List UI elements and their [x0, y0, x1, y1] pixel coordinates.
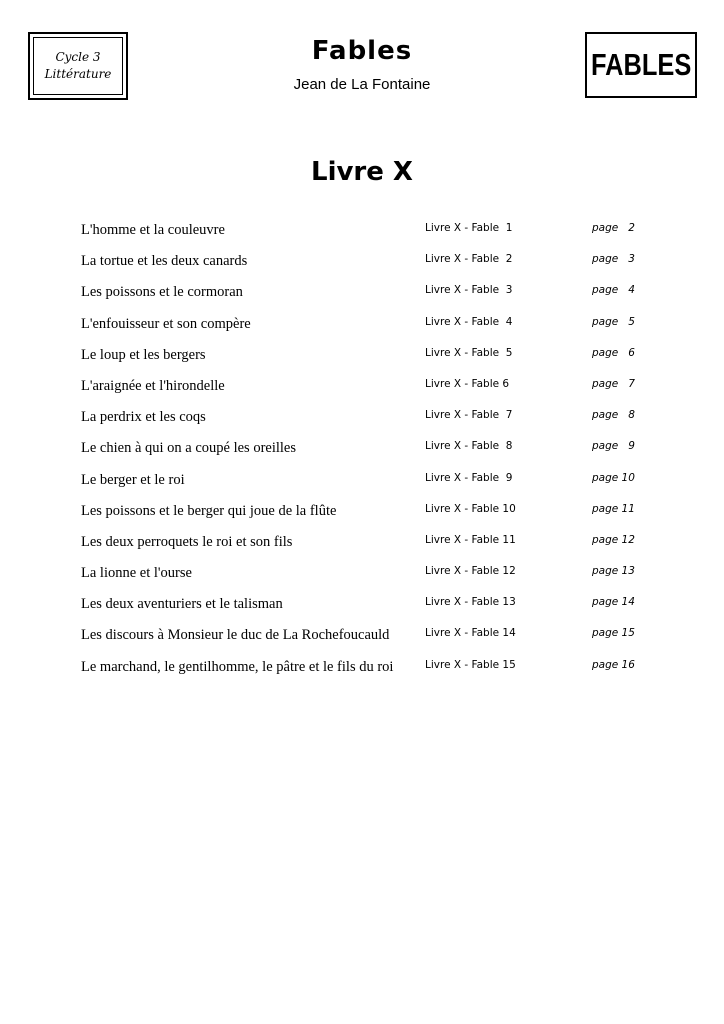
book-title: Livre X [311, 157, 413, 187]
toc-row [81, 596, 641, 627]
toc-row [81, 316, 641, 347]
page-number: page 13 [592, 565, 635, 578]
fable-title: Le loup et les bergers [81, 346, 206, 363]
fable-title: L'enfouisseur et son compère [81, 315, 251, 332]
fables-badge [585, 32, 697, 98]
toc-row [81, 659, 641, 690]
fables-badge-label: FABLES [590, 47, 692, 82]
fable-title: Le marchand, le gentilhomme, le pâtre et le fils du roi [81, 658, 394, 675]
toc-row [81, 472, 641, 503]
fable-title: L'homme et la couleuvre [81, 222, 225, 238]
fable-title: Les discours à Monsieur le duc de La Rochefoucauld [81, 627, 390, 644]
fable-reference: Livre X - Fable 15 [425, 658, 516, 671]
toc-row [81, 565, 641, 596]
fable-reference: Livre X - Fable 1 [425, 222, 513, 234]
fable-reference: Livre X - Fable 3 [425, 284, 513, 297]
fable-reference: Livre X - Fable 8 [425, 440, 513, 453]
fable-title: Le berger et le roi [81, 471, 185, 488]
page-number: page 4 [592, 284, 635, 297]
page-number: page 10 [592, 471, 635, 484]
page-number: page 11 [592, 502, 635, 515]
toc-row [81, 503, 641, 534]
fable-title: Les deux aventuriers et le talisman [81, 596, 283, 613]
page-number: page 9 [592, 440, 635, 453]
toc-row [81, 253, 641, 284]
toc-row [81, 440, 641, 471]
page-number: page 12 [592, 533, 635, 546]
fable-reference: Livre X - Fable 10 [425, 502, 516, 515]
page-number: page 8 [592, 409, 635, 422]
fable-reference: Livre X - Fable 7 [425, 409, 513, 422]
fable-title: Le chien à qui on a coupé les oreilles [81, 440, 297, 457]
fable-reference: Livre X - Fable 14 [425, 627, 516, 640]
fable-title: Les poissons et le cormoran [81, 284, 243, 301]
fable-title: L'araignée et l'hirondelle [81, 377, 225, 394]
toc-row [81, 534, 641, 565]
fable-reference: Livre X - Fable 2 [425, 253, 513, 266]
toc-row [81, 347, 641, 378]
fable-reference: Livre X - Fable 9 [425, 471, 513, 484]
page-number: page 2 [592, 222, 635, 234]
page-number: page 6 [592, 346, 635, 359]
fable-title: La lionne et l'ourse [81, 565, 192, 582]
fable-reference: Livre X - Fable 13 [425, 596, 516, 609]
fable-reference: Livre X - Fable 12 [425, 565, 516, 578]
toc-row [81, 627, 641, 658]
fable-title: Les deux perroquets le roi et son fils [81, 533, 293, 550]
fable-title: La perdrix et les coqs [81, 409, 206, 426]
author-name: Jean de La Fontaine [293, 76, 431, 93]
page-number: page 16 [592, 658, 635, 671]
page-number: page 15 [592, 627, 635, 640]
fable-reference: Livre X - Fable 4 [425, 315, 513, 328]
toc-row [81, 284, 641, 315]
subject-label: Littérature [44, 67, 112, 81]
fable-title: La tortue et les deux canards [81, 253, 248, 270]
fable-reference: Livre X - Fable 6 [425, 377, 510, 390]
table-of-contents [81, 222, 641, 690]
page-number: page 14 [592, 596, 635, 609]
toc-row [81, 409, 641, 440]
page-number: page 5 [592, 315, 635, 328]
fable-title: Les poissons et le berger qui joue de la flûte [81, 502, 337, 519]
toc-row [81, 378, 641, 409]
toc-row [81, 222, 641, 253]
page-number: page 7 [592, 377, 635, 390]
page-number: page 3 [592, 253, 635, 266]
page-title: Fables [311, 36, 413, 66]
cycle-label: Cycle 3 [55, 50, 101, 64]
fable-reference: Livre X - Fable 5 [425, 346, 513, 359]
fable-reference: Livre X - Fable 11 [425, 533, 516, 546]
